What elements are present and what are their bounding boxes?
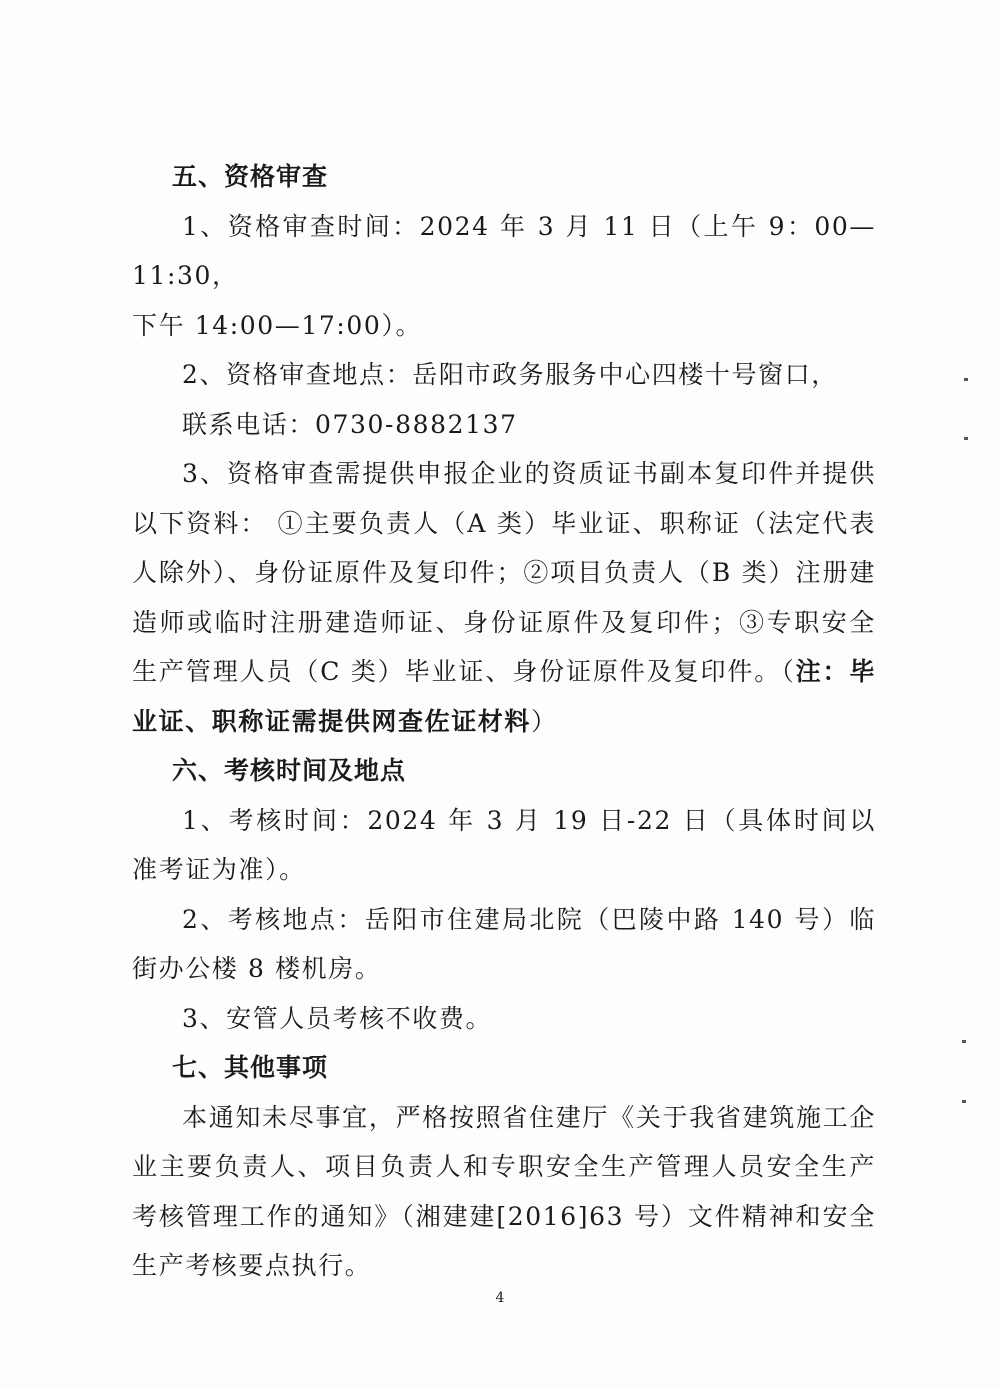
document-body <box>132 152 876 1291</box>
section-5-item-1-line-2: 下午 14:00—17:00）。 <box>132 310 423 340</box>
section-5-item-2-phone: 联系电话：0730-8882137 <box>182 409 518 439</box>
section-5-item-1-line-1: 1、资格审查时间：2024 年 3 月 11 日（上午 9：00—11:30， <box>132 211 876 290</box>
section-7-heading: 七、其他事项 <box>172 1053 329 1082</box>
section-5-heading: 五、资格审查 <box>172 162 329 191</box>
section-5-item-3-note: 注：毕业证、职称证需提供网查佐证材料 <box>132 657 876 736</box>
section-7-text: 本通知未尽事宜，严格按照省住建厅《关于我省建筑施工企业主要负责人、项目负责人和专职安全生产管理人员安全生产考核管理工作的通知》（湘建建[2016]63 号）文件精神和安全生产考核要点执行。 <box>132 1102 876 1280</box>
section-6-item-1: 1、考核时间：2024 年 3 月 19 日-22 日（具体时间以准考证为准）。 <box>132 805 876 884</box>
section-6-heading: 六、考核时间及地点 <box>172 756 407 785</box>
scan-mark <box>962 1040 966 1043</box>
scan-mark <box>964 378 968 381</box>
section-5-item-3 <box>132 449 876 746</box>
section-5-item-3-end: ） <box>531 706 558 736</box>
section-6-item-3: 3、安管人员考核不收费。 <box>182 1003 493 1033</box>
section-6-item-2: 2、考核地点：岳阳市住建局北院（巴陵中路 140 号）临街办公楼 8 楼机房。 <box>132 904 876 983</box>
page-number: 4 <box>495 1290 505 1306</box>
section-5-item-3-text: 3、资格审查需提供申报企业的资质证书副本复印件并提供以下资料： ①主要负责人（A 类）毕业证、职称证（法定代表人除外）、身份证原件及复印件；②项目负责人（B 类）注册建造师或临时注册建造师证、身份证原件及复印件；③专职安全生产管理人员（C 类）毕业证、身份证原件及复印件。（ <box>132 459 876 686</box>
scan-mark <box>964 437 968 440</box>
scan-mark <box>962 1100 966 1103</box>
section-5-item-2-line-1: 2、资格审查地点：岳阳市政务服务中心四楼十号窗口， <box>182 360 838 389</box>
